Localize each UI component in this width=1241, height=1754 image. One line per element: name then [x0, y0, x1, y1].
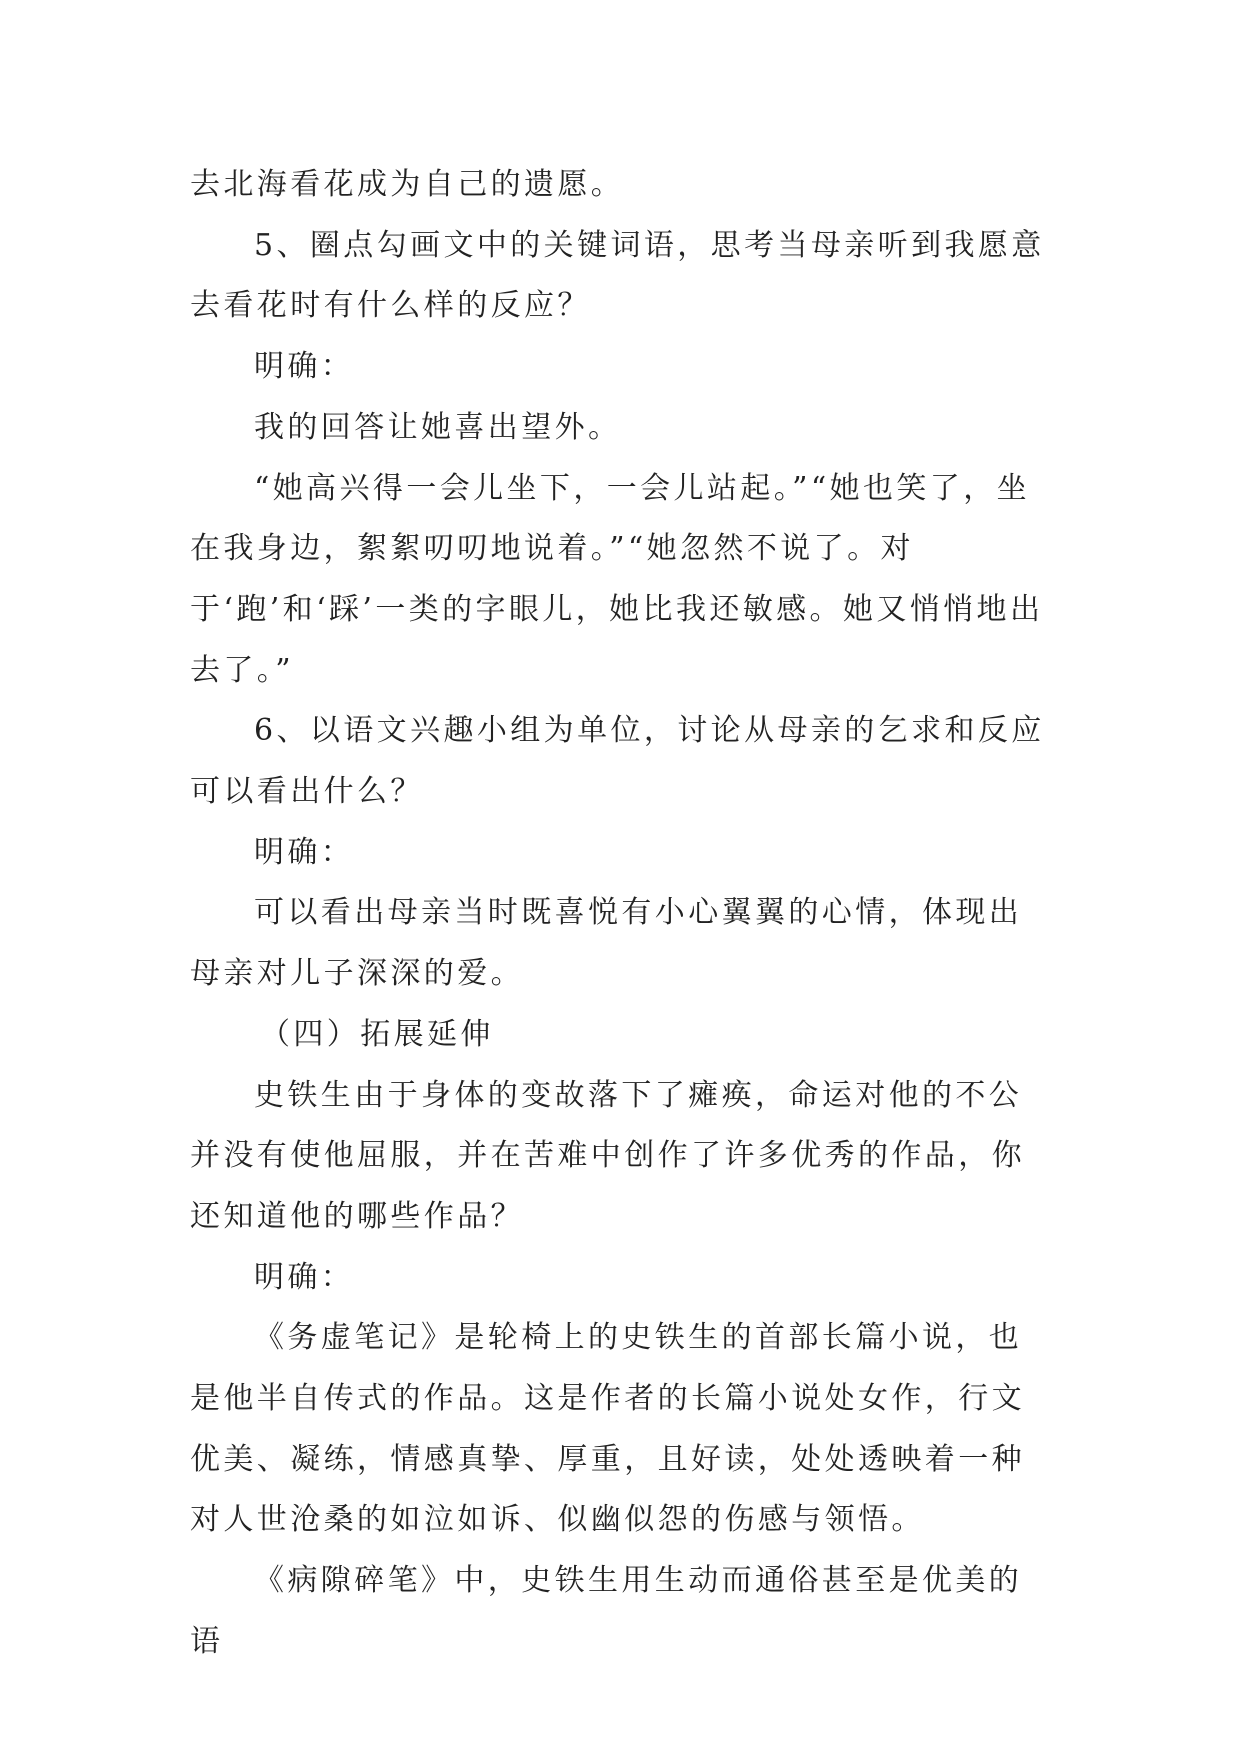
paragraph: 《务虚笔记》是轮椅上的史铁生的首部长篇小说，也是他半自传式的作品。这是作者的长篇小说处女作，行文优美、凝练，情感真挚、厚重，且好读，处处透映着一种对人世沧桑的如泣如诉、似幽似怨的伤感与领悟。 — [190, 1320, 1025, 1538]
paragraph: 史铁生由于身体的变故落下了瘫痪，命运对他的不公并没有使他屈服，并在苦难中创作了许多优秀的作品，你还知道他的哪些作品？ — [190, 1077, 1025, 1234]
paragraph: 去北海看花成为自己的遗愿。 — [190, 167, 625, 202]
answer-label: 明确： — [254, 834, 355, 870]
question-5: 5、圈点勾画文中的关键词语，思考当母亲听到我愿意去看花时有什么样的反应？ — [190, 227, 1045, 324]
paragraph: 《病隙碎笔》中，史铁生用生动而通俗甚至是优美的语 — [190, 1563, 1023, 1659]
quote-paragraph: “她高兴得一会儿坐下，一会儿站起。”“她也笑了，坐在我身边，絮絮叨叨地说着。”“她忽然不说了。对于‘跑’和‘踩’一类的字眼儿，她比我还敏感。她又悄悄地出去了。” — [190, 470, 1044, 688]
paragraph: 可以看出母亲当时既喜悦有小心翼翼的心情，体现出母亲对儿子深深的爱。 — [190, 895, 1023, 992]
section-heading: （四）拓展延伸 — [260, 1016, 494, 1052]
question-6: 6、以语文兴趣小组为单位，讨论从母亲的乞求和反应可以看出什么？ — [190, 713, 1045, 810]
paragraph: 我的回答让她喜出望外。 — [254, 409, 622, 445]
document-body — [190, 155, 1052, 1673]
answer-label: 明确： — [254, 349, 355, 385]
answer-label: 明确： — [254, 1259, 355, 1295]
